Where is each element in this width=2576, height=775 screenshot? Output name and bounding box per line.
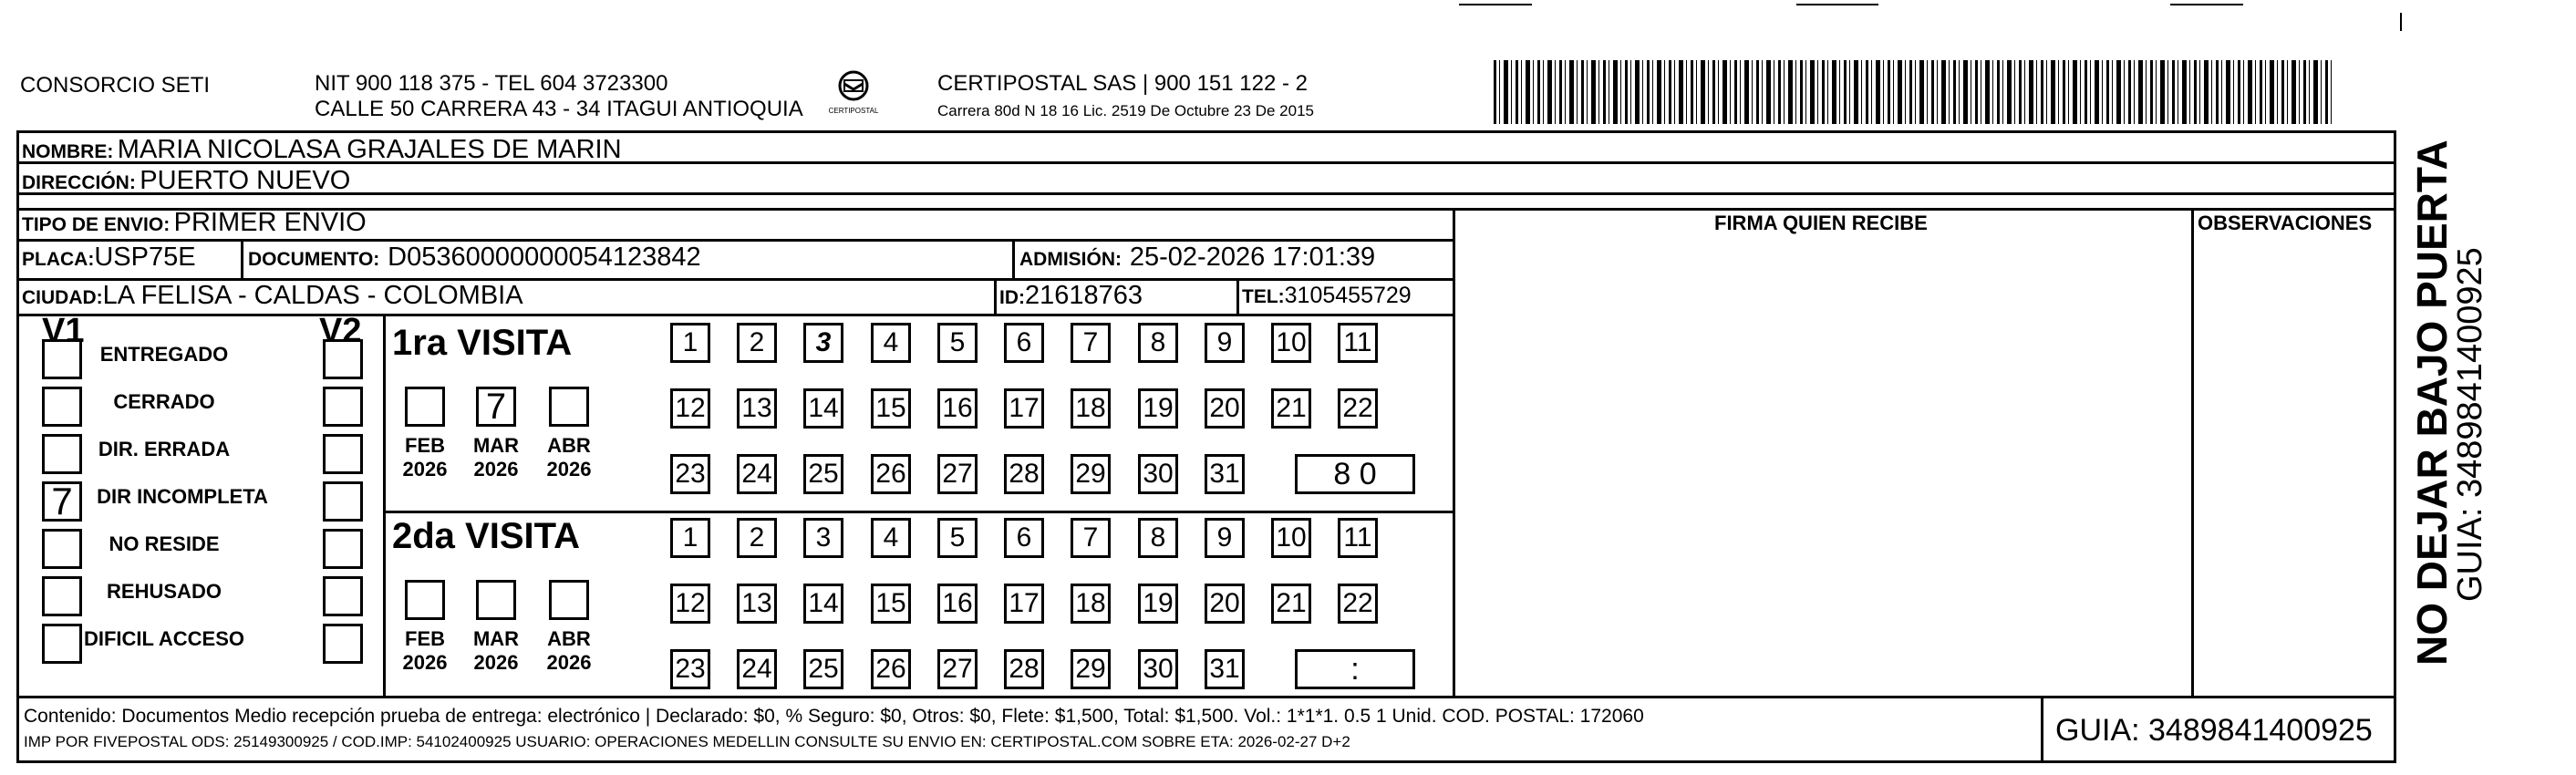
visita1-day-cell[interactable]: 21 xyxy=(1271,388,1311,429)
status-label: DIFICIL ACCESO xyxy=(83,627,244,650)
nombre-value: MARIA NICOLASA GRAJALES DE MARIN xyxy=(117,135,622,164)
visita2-day-cell[interactable]: 30 xyxy=(1138,649,1178,689)
visita2-year-label: 2026 xyxy=(402,651,448,674)
visita1-day-cell[interactable]: 10 xyxy=(1271,323,1311,363)
direccion-value: PUERTO NUEVO xyxy=(140,166,351,195)
visita2-day-cell[interactable]: 10 xyxy=(1271,518,1311,558)
visita1-day-cell[interactable]: 31 xyxy=(1205,454,1245,494)
footer-divider xyxy=(16,696,2396,698)
col-divider xyxy=(2041,696,2043,763)
visita1-month-label: ABR xyxy=(547,434,591,457)
address-line: CALLE 50 CARRERA 43 - 34 ITAGUI ANTIOQUIA xyxy=(315,97,803,121)
visita-divider xyxy=(383,511,1453,513)
visita2-day-cell[interactable]: 12 xyxy=(670,584,710,624)
visita2-day-cell[interactable]: 9 xyxy=(1205,518,1245,558)
row-divider xyxy=(16,208,2396,211)
visita1-day-cell[interactable]: 19 xyxy=(1138,388,1178,429)
visita1-month-checkbox[interactable]: 7 xyxy=(476,387,516,427)
visita2-day-cell[interactable]: 16 xyxy=(937,584,978,624)
status-v2-checkbox[interactable] xyxy=(323,481,363,522)
visita1-day-cell[interactable]: 27 xyxy=(937,454,978,494)
top-tick xyxy=(2400,13,2402,31)
visita2-month-label: MAR xyxy=(472,627,520,650)
visita2-day-cell[interactable]: 11 xyxy=(1338,518,1378,558)
v1-label: V1 xyxy=(42,312,85,350)
guia-footer: GUIA: 3489841400925 xyxy=(2055,713,2373,748)
col-divider xyxy=(241,239,243,278)
top-rule xyxy=(2170,4,2243,5)
visita2-day-cell[interactable]: 24 xyxy=(737,649,777,689)
visita1-month-label: MAR xyxy=(472,434,520,457)
visita1-day-cell[interactable]: 15 xyxy=(871,388,911,429)
company-name: CONSORCIO SETI xyxy=(20,73,211,98)
col-divider xyxy=(2191,208,2194,696)
visita1-year-label: 2026 xyxy=(546,458,592,480)
guia-side: GUIA: 3489841400925 xyxy=(2451,247,2489,602)
visita1-year-label: 2026 xyxy=(402,458,448,480)
visita2-time-box[interactable]: : xyxy=(1295,649,1415,689)
visita2-day-cell[interactable]: 21 xyxy=(1271,584,1311,624)
status-v2-checkbox[interactable] xyxy=(323,339,363,379)
visita1-month-checkbox[interactable] xyxy=(405,387,445,427)
visita1-day-cell[interactable]: 3 xyxy=(803,323,843,363)
visita1-day-cell[interactable]: 26 xyxy=(871,454,911,494)
placa-label: PLACA: xyxy=(22,249,95,270)
admision-value: 25-02-2026 17:01:39 xyxy=(1129,243,1376,272)
placa-value: USP75E xyxy=(94,243,196,272)
nit-line: NIT 900 118 375 - TEL 604 3723300 xyxy=(315,71,668,96)
visita2-day-cell[interactable]: 26 xyxy=(871,649,911,689)
firma-header: FIRMA QUIEN RECIBE xyxy=(1714,212,1928,234)
status-label: NO RESIDE xyxy=(109,532,220,555)
col-divider xyxy=(994,278,997,314)
status-label: DIR. ERRADA xyxy=(98,438,231,460)
status-v1-checkbox[interactable]: 7 xyxy=(42,481,82,522)
visita1-day-cell[interactable]: 9 xyxy=(1205,323,1245,363)
status-label: DIR INCOMPLETA xyxy=(97,485,268,508)
visita2-year-label: 2026 xyxy=(473,651,519,674)
tipo-label: TIPO DE ENVIO: xyxy=(22,214,171,235)
certipostal-line: CERTIPOSTAL SAS | 900 151 122 - 2 xyxy=(937,71,1308,96)
logo-icon xyxy=(826,67,881,122)
tel-value: 3105455729 xyxy=(1284,283,1412,308)
visita1-day-cell[interactable]: 8 xyxy=(1138,323,1178,363)
visita2-day-cell[interactable]: 5 xyxy=(937,518,978,558)
visita2-day-cell[interactable]: 2 xyxy=(737,518,777,558)
logo-text: CERTIPOSTAL xyxy=(828,107,879,115)
visita2-day-cell[interactable]: 17 xyxy=(1004,584,1044,624)
visita1-day-cell[interactable]: 30 xyxy=(1138,454,1178,494)
visita2-month-checkbox[interactable] xyxy=(405,580,445,620)
row-divider xyxy=(16,192,2396,195)
visita1-day-cell[interactable]: 25 xyxy=(803,454,843,494)
visita2-day-cell[interactable]: 1 xyxy=(670,518,710,558)
visita1-day-cell[interactable]: 29 xyxy=(1071,454,1111,494)
visita1-day-cell[interactable]: 1 xyxy=(670,323,710,363)
status-label: CERRADO xyxy=(113,390,215,413)
visita2-day-cell[interactable]: 7 xyxy=(1071,518,1111,558)
visita1-day-cell[interactable]: 13 xyxy=(737,388,777,429)
top-rule xyxy=(1796,4,1878,5)
visita2-title: 2da VISITA xyxy=(392,516,580,556)
visita2-day-cell[interactable]: 13 xyxy=(737,584,777,624)
visita1-year-label: 2026 xyxy=(473,458,519,480)
observaciones-header: OBSERVACIONES xyxy=(2198,212,2373,234)
no-dejar-text: NO DEJAR BAJO PUERTA xyxy=(2408,140,2456,666)
visita2-day-cell[interactable]: 4 xyxy=(871,518,911,558)
top-rule xyxy=(1459,4,1532,5)
admision-label: ADMISIÓN: xyxy=(1019,249,1122,270)
visita1-month-checkbox[interactable] xyxy=(549,387,589,427)
visita1-day-cell[interactable]: 24 xyxy=(737,454,777,494)
visita1-day-cell[interactable]: 18 xyxy=(1071,388,1111,429)
row-divider xyxy=(16,239,1453,242)
id-label: ID: xyxy=(999,287,1025,308)
col-divider xyxy=(1236,278,1239,314)
visita2-day-cell[interactable]: 3 xyxy=(803,518,843,558)
visita1-day-cell[interactable]: 17 xyxy=(1004,388,1044,429)
visita1-day-cell[interactable]: 28 xyxy=(1004,454,1044,494)
visita2-day-cell[interactable]: 23 xyxy=(670,649,710,689)
col-divider xyxy=(1453,208,1455,696)
visita2-day-cell[interactable]: 14 xyxy=(803,584,843,624)
visita2-day-cell[interactable]: 31 xyxy=(1205,649,1245,689)
visita1-day-cell[interactable]: 7 xyxy=(1071,323,1111,363)
status-v2-checkbox[interactable] xyxy=(323,624,363,664)
status-v2-checkbox[interactable] xyxy=(323,529,363,569)
visita1-day-cell[interactable]: 14 xyxy=(803,388,843,429)
certipostal-logo xyxy=(826,67,881,122)
visita1-title: 1ra VISITA xyxy=(392,323,573,363)
visita1-day-cell[interactable]: 12 xyxy=(670,388,710,429)
nombre-label: NOMBRE: xyxy=(22,141,114,162)
imp-text: IMP POR FIVEPOSTAL ODS: 25149300925 / COD.IMP: 54102400925 USUARIO: OPERACIONES MEDELLIN CONSULTE SU ENVIO EN: CERTIPOSTAL.COM SOBRE ETA: 2026-02-27 D+2 xyxy=(24,733,1350,750)
status-v2-checkbox[interactable] xyxy=(323,387,363,427)
id-value: 21618763 xyxy=(1025,281,1143,310)
visita2-day-cell[interactable]: 29 xyxy=(1071,649,1111,689)
visita1-day-cell[interactable]: 6 xyxy=(1004,323,1044,363)
contenido-text: Contenido: Documentos Medio recepción prueba de entrega: electrónico | Declarado: $0, % Seguro: $0, Otros: $0, Flete: $1,500, Total: $1,500. Vol.: 1*1*1. 0.5 1 Unid. COD. POSTAL: 172060 xyxy=(24,706,1644,727)
visita1-day-cell[interactable]: 20 xyxy=(1205,388,1245,429)
visita1-day-cell[interactable]: 16 xyxy=(937,388,978,429)
visita2-day-cell[interactable]: 8 xyxy=(1138,518,1178,558)
visita1-day-cell[interactable]: 5 xyxy=(937,323,978,363)
col-divider xyxy=(1012,239,1015,278)
visita2-day-cell[interactable]: 18 xyxy=(1071,584,1111,624)
visita2-day-cell[interactable]: 27 xyxy=(937,649,978,689)
barcode xyxy=(1494,60,2334,124)
visita2-month-label: FEB xyxy=(405,627,445,650)
status-label: REHUSADO xyxy=(107,580,222,603)
status-v2-checkbox[interactable] xyxy=(323,576,363,616)
visita1-month-label: FEB xyxy=(405,434,445,457)
v2-label: V2 xyxy=(319,312,362,350)
license-line: Carrera 80d N 18 16 Lic. 2519 De Octubre 23 De 2015 xyxy=(937,102,1314,119)
visita2-day-cell[interactable]: 25 xyxy=(803,649,843,689)
visita2-day-cell[interactable]: 20 xyxy=(1205,584,1245,624)
visita1-day-cell[interactable]: 4 xyxy=(871,323,911,363)
visita1-day-cell[interactable]: 23 xyxy=(670,454,710,494)
visita2-day-cell[interactable]: 19 xyxy=(1138,584,1178,624)
visita2-day-cell[interactable]: 15 xyxy=(871,584,911,624)
tipo-value: PRIMER ENVIO xyxy=(173,208,367,237)
visita2-month-label: ABR xyxy=(547,627,591,650)
ciudad-label: CIUDAD: xyxy=(22,287,103,308)
visita2-year-label: 2026 xyxy=(546,651,592,674)
status-label: ENTREGADO xyxy=(99,343,229,366)
tel-label: TEL: xyxy=(1242,286,1285,307)
documento-label: DOCUMENTO: xyxy=(248,249,380,270)
row-divider xyxy=(16,314,1453,316)
direccion-label: DIRECCIÓN: xyxy=(22,172,136,193)
visita2-month-checkbox[interactable] xyxy=(476,580,516,620)
documento-value: D05360000000054123842 xyxy=(388,243,701,272)
status-v2-checkbox[interactable] xyxy=(323,434,363,474)
visita1-day-cell[interactable]: 22 xyxy=(1338,388,1378,429)
visita2-day-cell[interactable]: 6 xyxy=(1004,518,1044,558)
col-divider xyxy=(383,314,386,696)
visita1-time-box[interactable]: 8 0 xyxy=(1295,454,1415,494)
visita2-day-cell[interactable]: 22 xyxy=(1338,584,1378,624)
ciudad-value: LA FELISA - CALDAS - COLOMBIA xyxy=(102,281,523,310)
visita2-day-cell[interactable]: 28 xyxy=(1004,649,1044,689)
visita1-day-cell[interactable]: 2 xyxy=(737,323,777,363)
visita2-month-checkbox[interactable] xyxy=(549,580,589,620)
visita1-day-cell[interactable]: 11 xyxy=(1338,323,1378,363)
